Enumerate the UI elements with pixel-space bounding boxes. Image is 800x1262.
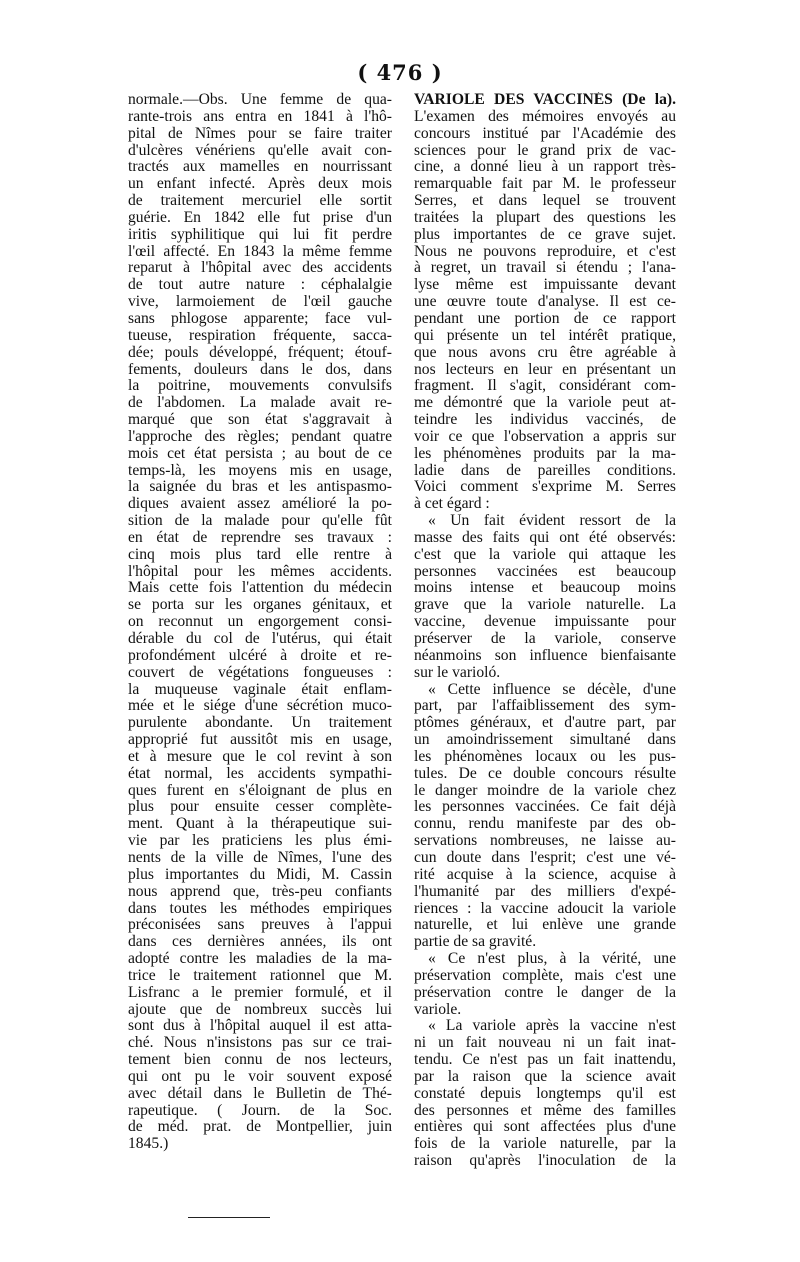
text-line: qui ont pu le voir souvent exposé [128, 1068, 392, 1085]
text-line: avec détail dans le Bulletin de Thé- [128, 1085, 392, 1102]
text-line: raison qu'après l'inoculation de la [414, 1153, 676, 1170]
text-line: ché. Nous n'insistons pas sur ce trai- [128, 1035, 392, 1052]
text-line: moins intense et beaucoup moins [414, 580, 676, 597]
text-line: reparut à l'hôpital avec des accidents [128, 260, 392, 277]
text-line: sont dus à l'hôpital auquel il est atta- [128, 1018, 392, 1035]
text-line: entières qui sont affectées plus d'une [414, 1119, 676, 1136]
end-rule [188, 1217, 270, 1218]
text-line: marqué que son état s'aggravait à [128, 412, 392, 429]
text-line: tendu. Ce n'est pas un fait inattendu, [414, 1052, 676, 1069]
text-line: de l'abdomen. La malade avait re- [128, 395, 392, 412]
text-line: la muqueuse vaginale était enflam- [128, 681, 392, 698]
text-line: mois cet état persista ; au bout de ce [128, 445, 392, 462]
text-line: à cet égard : [414, 496, 490, 513]
text-line: une œuvre toute d'analyse. Il est ce- [414, 294, 676, 311]
text-line: dans ces dernières années, ils ont [128, 934, 392, 951]
text-line: « Un fait évident ressort de la [428, 513, 676, 530]
text-line: nos lecteurs en leur en présentant un [414, 361, 676, 378]
text-line: Nous ne pouvons reproduire, et c'est [414, 243, 676, 260]
text-line: rante-trois ans entra en 1841 à l'hô- [128, 108, 392, 125]
text-line: cun doute dans l'esprit; c'est une vé- [414, 849, 676, 866]
text-line: l'approche des règles; pendant quatre [128, 428, 392, 445]
text-line: se porta sur les organes génitaux, et [128, 597, 392, 614]
text-line: pital de Nîmes pour se faire traiter [128, 125, 392, 142]
text-line: cinq mois plus tard elle rentre à [128, 546, 392, 563]
text-line: remarquable fait par M. le professeur [414, 176, 676, 193]
text-line: naturelle, et lui enlève une grande [414, 917, 676, 934]
text-line: vive, larmoiement de l'œil gauche [128, 294, 392, 311]
text-line: la saignée du bras et les antispasmo- [128, 479, 392, 496]
text-line: tueuse, respiration fréquente, sacca- [128, 327, 392, 344]
text-line: ladie dans de pareilles conditions. [414, 462, 676, 479]
text-line: sciences pour le grand prix de vac- [414, 142, 676, 159]
text-line: rité acquise à la science, acquise à [414, 866, 676, 883]
text-line: de tout autre nature : céphalalgie [128, 277, 392, 294]
text-line: mée et le siége d'une sécrétion muco- [128, 698, 392, 715]
text-line: voir ce que l'observation a appris sur [414, 428, 676, 445]
text-line: l'humanité par des milliers d'expé- [414, 883, 676, 900]
text-line: état normal, les accidents sympathi- [128, 765, 392, 782]
text-line: servations nombreuses, ne laisse au- [414, 833, 676, 850]
text-line: des personnes et même des familles [414, 1102, 676, 1119]
text-line: diques avaient assez amélioré la po- [128, 496, 392, 513]
text-line: « Ce n'est plus, à la vérité, une [428, 951, 676, 968]
text-line: Serres, et dans lequel se trouvent [414, 193, 676, 210]
text-line: traitées la plupart des questions les [414, 209, 676, 226]
text-line: dérable du col de l'utérus, qui était [128, 631, 392, 647]
text-line: et à mesure que le col revint à son [128, 748, 392, 765]
text-line: nents de la ville de Nîmes, l'une des [128, 849, 392, 866]
text-line: préserver de la variole, conserve [414, 631, 676, 647]
text-line: préconisées sans preuves à l'appui [128, 917, 392, 934]
text-line: normale.—Obs. Une femme de qua- [128, 92, 392, 108]
text-line: me démontré que la variole peut at- [414, 395, 676, 412]
text-line: ajoute que de nombreux succès lui [128, 1001, 392, 1018]
text-line: l'hôpital pour les mêmes accidents. [128, 563, 392, 580]
text-line: concours institué par l'Académie des [414, 125, 676, 142]
text-line: profondément ulcéré à droite et re- [128, 647, 392, 664]
text-line: iritis syphilitique qui lui fit perdre [128, 226, 392, 243]
text-line: d'ulcères vénériens qu'elle avait con- [128, 142, 392, 159]
text-line: teindre les individus vaccinés, de [414, 412, 676, 429]
text-line: sans phlogose apparente; face vul- [128, 310, 392, 327]
text-line: que nous avons cru être agréable à [414, 344, 676, 361]
text-line: Voici comment s'exprime M. Serres [414, 479, 676, 496]
text-line: les phénomènes locaux ou les pus- [414, 748, 676, 765]
text-line: de traitement mercuriel elle sortit [128, 193, 392, 210]
text-line: grave que la variole naturelle. La [414, 597, 676, 614]
text-line: fois de la variole naturelle, par la [414, 1136, 676, 1153]
text-line: masse des faits qui ont été observés: [414, 529, 676, 546]
text-line: en état de reprendre ses travaux : [128, 529, 392, 546]
text-line: plus pour ensuite cesser complète- [128, 799, 392, 816]
text-line: nous apprend que, très-peu confiants [128, 883, 392, 900]
text-line: préservation complète, mais c'est une [414, 967, 676, 984]
text-line: cine, a donné lieu à un rapport très- [414, 159, 676, 176]
text-line: trice le traitement rationnel que M. [128, 967, 392, 984]
text-line: qui présente un tel intérêt pratique, [414, 327, 676, 344]
text-line: part, par l'affaiblissement des sym- [414, 698, 676, 715]
text-line: approprié fut aussitôt mis en usage, [128, 732, 392, 749]
text-line: « La variole après la vaccine n'est [428, 1018, 676, 1035]
text-line: Lisfranc a le premier formulé, et il [128, 984, 392, 1001]
right-column [414, 92, 676, 1170]
text-line: c'est que la variole qui attaque les [414, 546, 676, 563]
text-line: adopté contre les maladies de la ma- [128, 951, 392, 968]
text-line: un enfant infecté. Après deux mois [128, 176, 392, 193]
text-line: fragment. Il s'agit, considérant com- [414, 378, 676, 395]
text-line: « Cette influence se décèle, d'une [428, 681, 676, 698]
text-line: couvert de végétations fongueuses : [128, 664, 392, 681]
text-line: néanmoins son influence bienfaisante [414, 647, 676, 664]
text-line: personnes vaccinées est beaucoup [414, 563, 676, 580]
text-line: sur le varioló. [414, 664, 501, 681]
text-line: le danger moindre de la variole chez [414, 782, 676, 799]
text-line: pendant une portion de ce rapport [414, 310, 676, 327]
text-line: préservation contre le danger de la [414, 984, 676, 1001]
text-line: variole. [414, 1001, 462, 1018]
text-line: ni un fait nouveau ni un fait inat- [414, 1035, 676, 1052]
text-line: 1845.) [128, 1136, 169, 1153]
text-line: ptômes généraux, et d'autre part, par [414, 715, 676, 732]
text-line: lyse même est impuissante devant [414, 277, 676, 294]
text-line: un amoindrissement simultané dans [414, 732, 676, 749]
text-line: partie de sa gravité. [414, 934, 537, 951]
text-line: tules. De ce double concours résulte [414, 765, 676, 782]
text-line: riences : la vaccine adoucit la variole [414, 900, 676, 917]
text-line: dée; pouls développé, fréquent; étouf- [128, 344, 392, 361]
text-line: tractés aux mamelles en nourrissant [128, 159, 392, 176]
article-title: VARIOLE DES VACCINÉS (De la). [414, 92, 676, 108]
text-line: vaccine, devenue impuissante pour [414, 614, 676, 631]
text-line: par la raison que la science avait [414, 1068, 676, 1085]
text-line: de méd. prat. de Montpellier, juin [128, 1119, 392, 1136]
text-line: connu, rendu manifeste par des ob- [414, 816, 676, 833]
page-number: ( 476 ) [357, 60, 443, 85]
text-line: ment. Quant à la thérapeutique sui- [128, 816, 392, 833]
text-line: ques furent en s'éloignant de plus en [128, 782, 392, 799]
text-line: dans toutes les méthodes empiriques [128, 900, 392, 917]
text-line: purulente abondante. Un traitement [128, 715, 392, 732]
text-line: on reconnut un engorgement consi- [128, 614, 392, 631]
text-line: à regret, un travail si étendu ; l'ana- [414, 260, 676, 277]
left-column [128, 92, 392, 1153]
text-line: plus importantes du Midi, M. Cassin [128, 866, 392, 883]
text-line: l'œil affecté. En 1843 la même femme [128, 243, 392, 260]
text-line: plus importantes de ce grave sujet. [414, 226, 676, 243]
text-line: la poitrine, mouvements convulsifs [128, 378, 392, 395]
text-line: rapeutique. ( Journ. de la Soc. [128, 1102, 392, 1119]
text-line: fements, douleurs dans le dos, dans [128, 361, 392, 378]
text-line: L'examen des mémoires envoyés au [414, 108, 676, 125]
text-line: vie par les praticiens les plus émi- [128, 833, 392, 850]
text-line: les personnes vaccinées. Ce fait déjà [414, 799, 676, 816]
text-line: tement bien connu de nos lecteurs, [128, 1052, 392, 1069]
text-line: temps-là, les moyens mis en usage, [128, 462, 392, 479]
text-line: constaté depuis longtemps qu'il est [414, 1085, 676, 1102]
text-line: les phénomènes produits par la ma- [414, 445, 676, 462]
text-line: guérie. En 1842 elle fut prise d'un [128, 209, 392, 226]
text-line: sition de la malade pour qu'elle fût [128, 513, 392, 530]
text-line: Mais cette fois l'attention du médecin [128, 580, 392, 597]
